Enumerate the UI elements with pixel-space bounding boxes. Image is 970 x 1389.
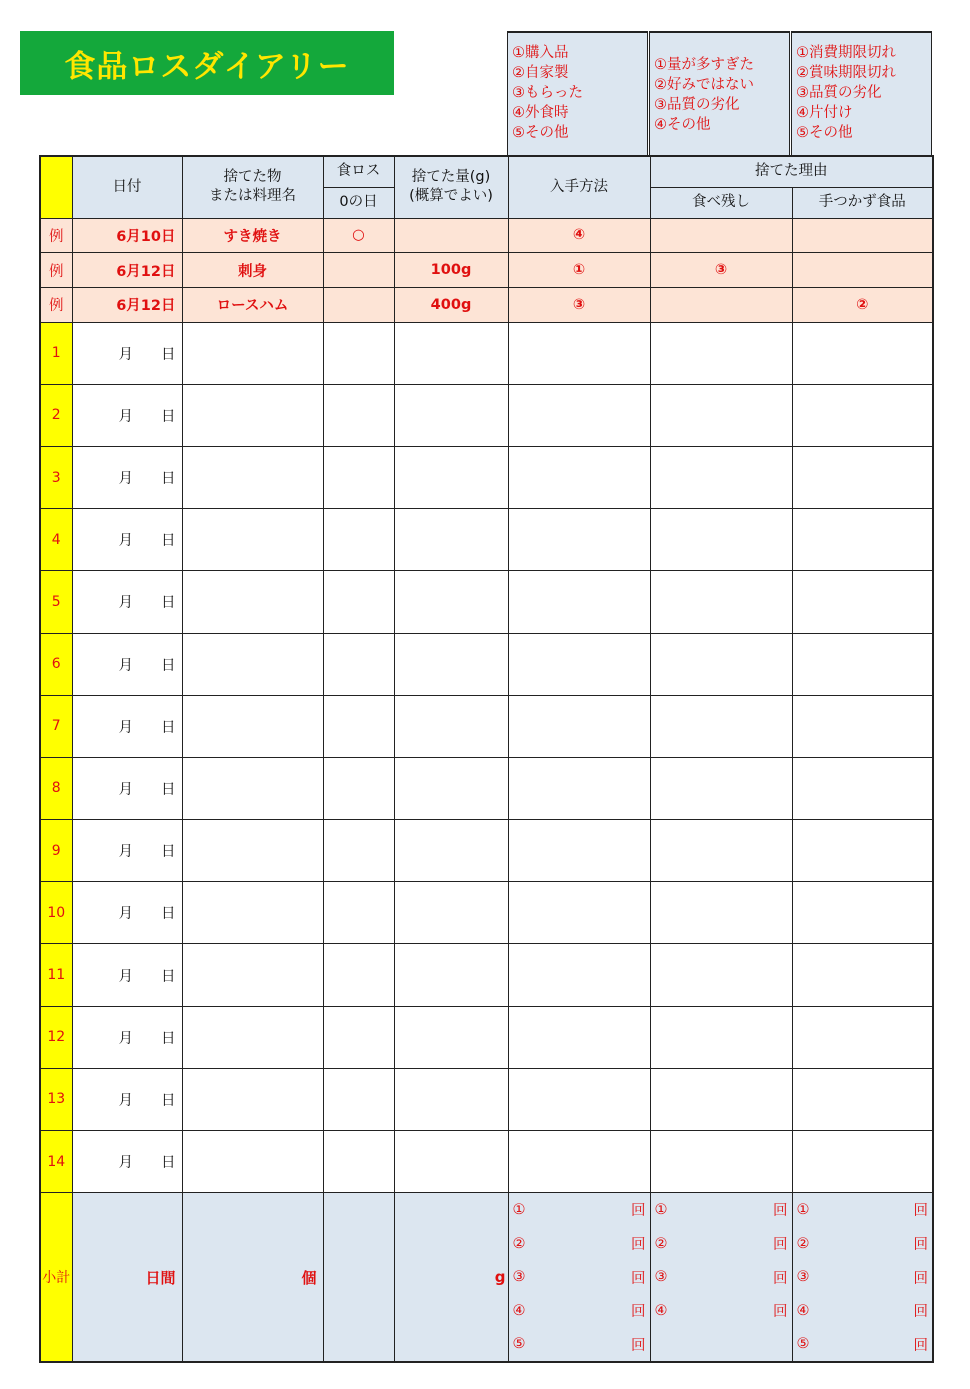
month-label: 月 — [118, 781, 133, 798]
item-input-cell[interactable] — [182, 882, 323, 944]
legend-leftover-reason — [649, 31, 790, 155]
zero-loss-input-cell[interactable] — [323, 820, 394, 882]
untouched-input-cell[interactable] — [792, 509, 933, 571]
example-leftover — [650, 218, 792, 253]
tally-times: 回 — [773, 1270, 788, 1287]
day-label: 日 — [161, 346, 176, 363]
legend-item: ②好みではない — [654, 77, 754, 93]
month-label: 月 — [118, 346, 133, 363]
method-input-cell[interactable] — [508, 633, 650, 695]
date-input-cell[interactable] — [72, 820, 182, 882]
tally-mark: ⑤ — [796, 1336, 810, 1353]
method-input-cell[interactable] — [508, 695, 650, 757]
month-label: 月 — [118, 533, 133, 550]
amount-input-cell[interactable] — [394, 757, 508, 819]
month-label: 月 — [118, 906, 133, 923]
subtotal-days[interactable]: 日間 — [72, 1193, 182, 1362]
month-label: 月 — [118, 408, 133, 425]
header-zero-loss-line2: 0の日 — [323, 187, 394, 218]
month-label: 月 — [118, 719, 133, 736]
legend-item: ③品質の劣化 — [796, 85, 882, 101]
date-input-cell[interactable] — [72, 384, 182, 446]
tally-line — [509, 1328, 650, 1362]
tally-mark: ① — [796, 1201, 810, 1218]
untouched-input-cell[interactable] — [792, 944, 933, 1006]
subtotal-untouched-tally[interactable] — [792, 1193, 933, 1362]
example-method: ③ — [508, 287, 650, 322]
example-method: ④ — [508, 218, 650, 253]
tally-line — [651, 1294, 792, 1328]
zero-loss-input-cell[interactable] — [323, 509, 394, 571]
subtotal-method-tally[interactable] — [508, 1193, 650, 1362]
table-row — [40, 384, 933, 446]
header-reason: 捨てた理由 — [650, 156, 933, 187]
zero-loss-input-cell[interactable] — [323, 757, 394, 819]
table-row — [40, 322, 933, 384]
item-input-cell[interactable] — [182, 322, 323, 384]
zero-loss-input-cell[interactable] — [323, 322, 394, 384]
date-input-cell[interactable] — [72, 1131, 182, 1193]
tally-line — [793, 1227, 933, 1261]
leftover-input-cell[interactable] — [650, 633, 792, 695]
row-number: 8 — [40, 757, 72, 819]
leftover-input-cell[interactable] — [650, 322, 792, 384]
zero-loss-input-cell[interactable] — [323, 384, 394, 446]
tally-mark: ③ — [796, 1269, 810, 1286]
day-label: 日 — [161, 968, 176, 985]
amount-input-cell[interactable] — [394, 944, 508, 1006]
date-input-cell[interactable] — [72, 509, 182, 571]
tally-mark: ④ — [654, 1302, 668, 1319]
day-label: 日 — [161, 1092, 176, 1109]
untouched-input-cell[interactable] — [792, 1068, 933, 1130]
table-row — [40, 509, 933, 571]
item-input-cell[interactable] — [182, 757, 323, 819]
example-label: 例 — [40, 218, 72, 253]
example-untouched — [792, 253, 933, 288]
header-item-line1: 捨てた物 — [223, 169, 282, 186]
row-number: 4 — [40, 509, 72, 571]
date-input-cell[interactable] — [72, 633, 182, 695]
row-number: 5 — [40, 571, 72, 633]
untouched-input-cell[interactable] — [792, 446, 933, 508]
item-input-cell[interactable] — [182, 384, 323, 446]
tally-mark: ③ — [654, 1269, 668, 1286]
subtotal-zero-loss[interactable] — [323, 1193, 394, 1362]
subtotal-leftover-tally[interactable] — [650, 1193, 792, 1362]
amount-input-cell[interactable] — [394, 1131, 508, 1193]
example-label: 例 — [40, 253, 72, 288]
day-label: 日 — [161, 408, 176, 425]
tally-times: 回 — [913, 1337, 928, 1354]
example-row — [40, 218, 933, 253]
row-number: 13 — [40, 1068, 72, 1130]
day-label: 日 — [161, 906, 176, 923]
tally-line — [509, 1193, 650, 1227]
legend-item: ④その他 — [654, 117, 711, 133]
day-label: 日 — [161, 844, 176, 861]
row-number: 9 — [40, 820, 72, 882]
untouched-input-cell[interactable] — [792, 882, 933, 944]
untouched-input-cell[interactable] — [792, 757, 933, 819]
amount-input-cell[interactable] — [394, 509, 508, 571]
tally-mark: ① — [512, 1201, 526, 1218]
subtotal-grams[interactable]: g — [394, 1193, 508, 1362]
example-row — [40, 287, 933, 322]
month-label: 月 — [118, 968, 133, 985]
row-number: 14 — [40, 1131, 72, 1193]
tally-times: 回 — [631, 1203, 646, 1220]
tally-mark: ③ — [512, 1269, 526, 1286]
tally-times: 回 — [631, 1237, 646, 1254]
subtotal-row — [40, 1193, 933, 1362]
header-number-cell — [40, 156, 72, 218]
amount-input-cell[interactable] — [394, 1068, 508, 1130]
date-input-cell[interactable] — [72, 695, 182, 757]
zero-loss-input-cell[interactable] — [323, 695, 394, 757]
zero-loss-input-cell[interactable] — [323, 1131, 394, 1193]
tally-times: 回 — [913, 1237, 928, 1254]
amount-input-cell[interactable] — [394, 633, 508, 695]
subtotal-label: 小計 — [40, 1193, 72, 1362]
month-label: 月 — [118, 1030, 133, 1047]
method-input-cell[interactable] — [508, 322, 650, 384]
subtotal-count[interactable]: 個 — [182, 1193, 323, 1362]
food-loss-diary-table — [39, 155, 934, 1363]
amount-input-cell[interactable] — [394, 1006, 508, 1068]
legend-acquisition-method — [507, 31, 648, 155]
tally-mark: ② — [654, 1235, 668, 1252]
date-input-cell[interactable] — [72, 571, 182, 633]
page-title: 食品ロスダイアリー — [20, 31, 394, 95]
example-leftover: ③ — [650, 253, 792, 288]
leftover-input-cell[interactable] — [650, 384, 792, 446]
untouched-input-cell[interactable] — [792, 322, 933, 384]
legend-item: ①消費期限切れ — [796, 45, 896, 61]
amount-input-cell[interactable] — [394, 695, 508, 757]
table-row — [40, 882, 933, 944]
tally-line — [509, 1294, 650, 1328]
zero-loss-input-cell[interactable] — [323, 944, 394, 1006]
row-number: 12 — [40, 1006, 72, 1068]
example-method: ① — [508, 253, 650, 288]
tally-line — [793, 1260, 933, 1294]
tally-times: 回 — [773, 1304, 788, 1321]
method-input-cell[interactable] — [508, 944, 650, 1006]
item-input-cell[interactable] — [182, 446, 323, 508]
tally-times: 回 — [773, 1237, 788, 1254]
leftover-input-cell[interactable] — [650, 1006, 792, 1068]
table-row — [40, 820, 933, 882]
zero-loss-input-cell[interactable] — [323, 633, 394, 695]
table-row — [40, 1006, 933, 1068]
zero-loss-input-cell[interactable] — [323, 1006, 394, 1068]
table-row — [40, 446, 933, 508]
example-zero-loss — [323, 287, 394, 322]
legend-item: ②賞味期限切れ — [796, 65, 896, 81]
leftover-input-cell[interactable] — [650, 820, 792, 882]
leftover-input-cell[interactable] — [650, 571, 792, 633]
month-label: 月 — [118, 1155, 133, 1172]
amount-input-cell[interactable] — [394, 446, 508, 508]
tally-times: 回 — [773, 1203, 788, 1220]
example-item: すき焼き — [182, 218, 323, 253]
method-input-cell[interactable] — [508, 446, 650, 508]
amount-input-cell[interactable] — [394, 820, 508, 882]
tally-times: 回 — [913, 1203, 928, 1220]
date-input-cell[interactable] — [72, 882, 182, 944]
legend-item: ③品質の劣化 — [654, 97, 740, 113]
item-input-cell[interactable] — [182, 944, 323, 1006]
legend-untouched-reason — [791, 31, 932, 155]
tally-mark: ② — [512, 1235, 526, 1252]
item-input-cell[interactable] — [182, 1068, 323, 1130]
day-label: 日 — [161, 657, 176, 674]
header-leftover: 食べ残し — [650, 187, 792, 218]
zero-loss-input-cell[interactable] — [323, 1068, 394, 1130]
tally-mark: ④ — [512, 1302, 526, 1319]
tally-line — [651, 1193, 792, 1227]
method-input-cell[interactable] — [508, 1131, 650, 1193]
untouched-input-cell[interactable] — [792, 384, 933, 446]
date-input-cell[interactable] — [72, 944, 182, 1006]
zero-loss-input-cell[interactable] — [323, 882, 394, 944]
month-label: 月 — [118, 471, 133, 488]
day-label: 日 — [161, 533, 176, 550]
amount-input-cell[interactable] — [394, 571, 508, 633]
row-number: 3 — [40, 446, 72, 508]
date-input-cell[interactable] — [72, 1006, 182, 1068]
item-input-cell[interactable] — [182, 633, 323, 695]
tally-times: 回 — [631, 1270, 646, 1287]
method-input-cell[interactable] — [508, 1006, 650, 1068]
example-label: 例 — [40, 287, 72, 322]
tally-mark: ① — [654, 1201, 668, 1218]
legend-item: ⑤その他 — [512, 125, 569, 141]
tally-line — [509, 1227, 650, 1261]
untouched-input-cell[interactable] — [792, 633, 933, 695]
untouched-input-cell[interactable] — [792, 1006, 933, 1068]
leftover-input-cell[interactable] — [650, 1131, 792, 1193]
untouched-input-cell[interactable] — [792, 571, 933, 633]
method-input-cell[interactable] — [508, 1068, 650, 1130]
table-row — [40, 757, 933, 819]
day-label: 日 — [161, 1155, 176, 1172]
example-date: 6月12日 — [72, 287, 182, 322]
item-input-cell[interactable] — [182, 1006, 323, 1068]
example-row — [40, 253, 933, 288]
tally-line — [509, 1260, 650, 1294]
table-row — [40, 1131, 933, 1193]
tally-times: 回 — [631, 1337, 646, 1354]
zero-loss-input-cell[interactable] — [323, 571, 394, 633]
leftover-input-cell[interactable] — [650, 944, 792, 1006]
header-zero-loss-line1: 食ロス — [323, 156, 394, 187]
amount-input-cell[interactable] — [394, 882, 508, 944]
day-label: 日 — [161, 1030, 176, 1047]
example-zero-loss — [323, 253, 394, 288]
leftover-input-cell[interactable] — [650, 1068, 792, 1130]
example-amount: 400g — [394, 287, 508, 322]
tally-line — [651, 1260, 792, 1294]
header-untouched: 手つかず食品 — [792, 187, 933, 218]
example-untouched: ② — [792, 287, 933, 322]
item-input-cell[interactable] — [182, 820, 323, 882]
row-number: 6 — [40, 633, 72, 695]
example-amount: 100g — [394, 253, 508, 288]
tally-line — [793, 1294, 933, 1328]
legend-item: ⑤その他 — [796, 125, 853, 141]
method-input-cell[interactable] — [508, 820, 650, 882]
table-row — [40, 633, 933, 695]
tally-line — [793, 1328, 933, 1362]
example-zero-loss: ○ — [323, 218, 394, 253]
legend-item: ④外食時 — [512, 105, 569, 121]
legend-item: ④片付け — [796, 105, 853, 121]
month-label: 月 — [118, 1092, 133, 1109]
header-method: 入手方法 — [508, 156, 650, 218]
day-label: 日 — [161, 719, 176, 736]
day-label: 日 — [161, 471, 176, 488]
item-input-cell[interactable] — [182, 1131, 323, 1193]
header-item-line2: または料理名 — [209, 188, 296, 205]
date-input-cell[interactable] — [72, 322, 182, 384]
tally-times: 回 — [631, 1304, 646, 1321]
amount-input-cell[interactable] — [394, 322, 508, 384]
item-input-cell[interactable] — [182, 695, 323, 757]
header-amount — [394, 156, 508, 218]
tally-mark: ④ — [796, 1302, 810, 1319]
leftover-input-cell[interactable] — [650, 509, 792, 571]
date-input-cell[interactable] — [72, 446, 182, 508]
header-item — [182, 156, 323, 218]
tally-times: 回 — [913, 1270, 928, 1287]
legend-item: ①量が多すぎた — [654, 57, 754, 73]
method-input-cell[interactable] — [508, 384, 650, 446]
row-number: 11 — [40, 944, 72, 1006]
date-input-cell[interactable] — [72, 757, 182, 819]
untouched-input-cell[interactable] — [792, 695, 933, 757]
leftover-input-cell[interactable] — [650, 757, 792, 819]
row-number: 7 — [40, 695, 72, 757]
table-row — [40, 944, 933, 1006]
table-row — [40, 695, 933, 757]
leftover-input-cell[interactable] — [650, 446, 792, 508]
month-label: 月 — [118, 844, 133, 861]
example-leftover — [650, 287, 792, 322]
method-input-cell[interactable] — [508, 757, 650, 819]
day-label: 日 — [161, 595, 176, 612]
month-label: 月 — [118, 595, 133, 612]
leftover-input-cell[interactable] — [650, 695, 792, 757]
header-date: 日付 — [72, 156, 182, 218]
legend-item: ③もらった — [512, 85, 583, 101]
tally-times: 回 — [913, 1304, 928, 1321]
example-amount — [394, 218, 508, 253]
example-date: 6月12日 — [72, 253, 182, 288]
amount-input-cell[interactable] — [394, 384, 508, 446]
method-input-cell[interactable] — [508, 509, 650, 571]
example-item: 刺身 — [182, 253, 323, 288]
date-input-cell[interactable] — [72, 1068, 182, 1130]
example-item: ロースハム — [182, 287, 323, 322]
zero-loss-input-cell[interactable] — [323, 446, 394, 508]
header-amount-line2: (概算でよい) — [409, 188, 493, 205]
tally-mark: ⑤ — [512, 1336, 526, 1353]
header-amount-line1: 捨てた量(g) — [411, 169, 491, 186]
row-number: 1 — [40, 322, 72, 384]
example-untouched — [792, 218, 933, 253]
method-input-cell[interactable] — [508, 882, 650, 944]
item-input-cell[interactable] — [182, 571, 323, 633]
row-number: 10 — [40, 882, 72, 944]
tally-line — [793, 1193, 933, 1227]
legend-item: ②自家製 — [512, 65, 569, 81]
method-input-cell[interactable] — [508, 571, 650, 633]
leftover-input-cell[interactable] — [650, 882, 792, 944]
untouched-input-cell[interactable] — [792, 820, 933, 882]
row-number: 2 — [40, 384, 72, 446]
day-label: 日 — [161, 781, 176, 798]
example-date: 6月10日 — [72, 218, 182, 253]
item-input-cell[interactable] — [182, 509, 323, 571]
tally-mark: ② — [796, 1235, 810, 1252]
table-row — [40, 571, 933, 633]
month-label: 月 — [118, 657, 133, 674]
table-row — [40, 1068, 933, 1130]
untouched-input-cell[interactable] — [792, 1131, 933, 1193]
tally-line — [651, 1227, 792, 1261]
legend-item: ①購入品 — [512, 45, 569, 61]
